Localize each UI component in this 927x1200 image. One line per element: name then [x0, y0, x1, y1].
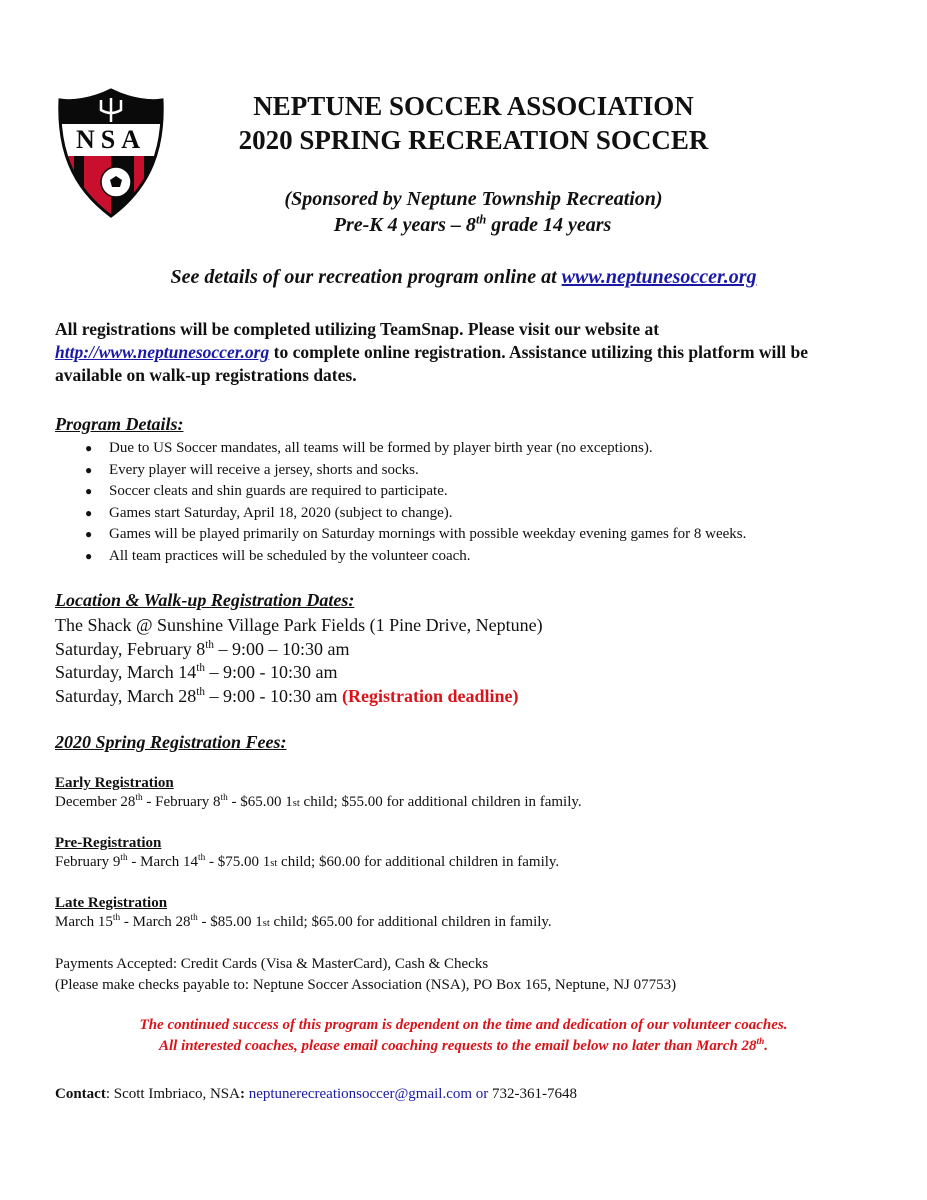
list-item: ● Games will be played primarily on Saturday mornings with possible weekday evening games for 8 weeks.	[85, 526, 747, 542]
logo-text: NSA	[75, 125, 146, 154]
walkup-date-2: Saturday, March 14th – 9:00 - 10:30 am	[55, 662, 338, 682]
late-registration-line: March 15th - March 28th - $85.00 1st child; $65.00 for additional children in family.	[55, 913, 552, 930]
list-item: ● All team practices will be scheduled by the volunteer coach.	[85, 547, 471, 564]
contact-email[interactable]: neptunerecreationsoccer@gmail.com	[248, 1086, 473, 1102]
registration-link[interactable]: http://www.neptunesoccer.org	[55, 342, 270, 362]
program-details-heading: Program Details:	[55, 414, 184, 434]
pre-registration-title: Pre-Registration	[55, 835, 162, 851]
payments-accepted: Payments Accepted: Credit Cards (Visa & MasterCard), Cash & Checks	[55, 956, 489, 972]
volunteer-note-2: All interested coaches, please email coaching requests to the email below no later than March 28th.	[158, 1037, 768, 1054]
registration-deadline: (Registration deadline)	[341, 686, 519, 706]
location-heading: Location & Walk-up Registration Dates:	[55, 590, 355, 610]
list-item: ● Soccer cleats and shin guards are required to participate.	[85, 483, 448, 499]
intro-paragraph: All registrations will be completed utilizing TeamSnap. Please visit our website at http://www.neptunesoccer.org to complete online registration. Assistance utilizing this platform will be available on walk-up registrations dates.	[55, 319, 808, 385]
list-item: ● Due to US Soccer mandates, all teams will be formed by player birth year (no exceptions).	[85, 440, 653, 456]
title-line-2: 2020 SPRING RECREATION SOCCER	[238, 125, 709, 155]
pre-registration-line: February 9th - March 14th - $75.00 1st child; $60.00 for additional children in family.	[55, 853, 560, 870]
contact-phone: 732-361-7648	[492, 1086, 578, 1102]
late-registration-title: Late Registration	[55, 895, 168, 911]
title-line-1: NEPTUNE SOCCER ASSOCIATION	[253, 91, 694, 121]
website-link[interactable]: www.neptunesoccer.org	[561, 266, 757, 288]
ages-line: Pre-K 4 years – 8th grade 14 years	[333, 212, 612, 236]
details-line: See details of our recreation program online at www.neptunesoccer.org	[170, 266, 757, 288]
volunteer-note-1: The continued success of this program is dependent on the time and dedication of our volunteer coaches.	[139, 1017, 788, 1033]
early-registration-line: December 28th - February 8th - $65.00 1st child; $55.00 for additional children in family.	[55, 793, 582, 810]
list-item: ● Every player will receive a jersey, shorts and socks.	[85, 461, 419, 478]
walkup-date-1: Saturday, February 8th – 9:00 – 10:30 am	[55, 639, 350, 659]
walkup-date-3: Saturday, March 28th – 9:00 - 10:30 am (Registration deadline)	[55, 686, 519, 706]
list-item: ● Games start Saturday, April 18, 2020 (subject to change).	[85, 504, 453, 521]
fees-heading: 2020 Spring Registration Fees:	[55, 732, 287, 752]
payments-checks: (Please make checks payable to: Neptune Soccer Association (NSA), PO Box 165, Neptune, NJ 07753)	[55, 977, 677, 993]
sponsor-line: (Sponsored by Neptune Township Recreation)	[284, 188, 663, 210]
program-details-list	[55, 438, 915, 567]
contact-line: Contact: Scott Imbriaco, NSA: neptunerecreationsoccer@gmail.com or 732-361-7648	[55, 1086, 578, 1102]
location-place: The Shack @ Sunshine Village Park Fields (1 Pine Drive, Neptune)	[55, 615, 543, 635]
early-registration-title: Early Registration	[55, 775, 174, 791]
